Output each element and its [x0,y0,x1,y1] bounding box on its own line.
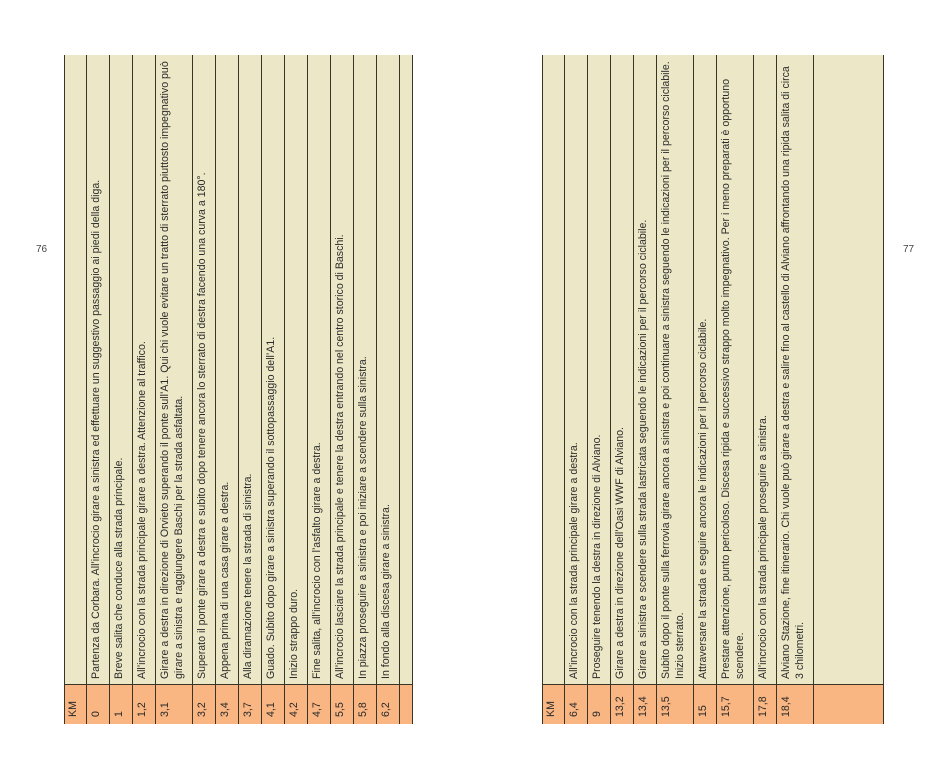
km-value: 13,2 [611,684,633,724]
desc-blank [400,55,412,684]
direction-text: Appena prima di una casa girare a destra. [216,55,238,684]
table-row [192,55,215,724]
direction-text: In piazza proseguire a sinistra e poi iniziare a scendere sulla sinistra. [354,55,376,684]
direction-text: Prestare attenzione, punto pericoloso. Discesa ripida e successivo strappo molto impegnativo. Per i meno preparati è opportuno scendere. [717,55,753,684]
km-value: 15 [694,684,716,724]
header-blank [543,55,564,684]
table-row [330,55,353,724]
table-row [261,55,284,724]
table-row [109,55,132,724]
table-row [307,55,330,724]
direction-text: Alla diramazione tenere la strada di sinistra. [239,55,261,684]
direction-text: Girare a destra in direzione dell’Oasi WWF di Alviano. [611,55,633,684]
km-value: 4,7 [308,684,330,724]
km-value: 4,1 [262,684,284,724]
km-header: KM [543,684,564,724]
km-value: 13,5 [657,684,693,724]
km-value: 0 [87,684,109,724]
km-value: 18,4 [777,684,813,724]
km-value: 1,2 [133,684,155,724]
direction-text: Attraversare la strada e seguire ancora le indicazioni per il percorso ciclabile. [694,55,716,684]
table-row [753,55,776,724]
itinerary-table-left [64,55,412,724]
table-row [693,55,716,724]
table-row [353,55,376,724]
table-header-row [64,55,86,724]
table-row [633,55,656,724]
table-row [215,55,238,724]
direction-text: Guado. Subito dopo girare a sinistra superando il sottopassaggio dell’A1. [262,55,284,684]
km-value: 3,7 [239,684,261,724]
km-value: 17,8 [754,684,776,724]
km-blank [400,684,412,724]
table-row [86,55,109,724]
table-row [656,55,693,724]
table-row [610,55,633,724]
table-row [564,55,587,724]
empty-row [399,55,413,724]
page-number-left: 76 [36,244,48,255]
direction-text: All’incrocio con la strada principale proseguire a sinistra. [754,55,776,684]
km-value: 9 [588,684,610,724]
km-value: 3,2 [193,684,215,724]
table-row [376,55,399,724]
table-row [284,55,307,724]
km-value: 5,5 [331,684,353,724]
km-value: 3,4 [216,684,238,724]
km-value: 6,2 [377,684,399,724]
km-value: 1 [110,684,132,724]
km-value: 15,7 [717,684,753,724]
direction-text: All’incrocio con la strada principale girare a destra. Attenzione al traffico. [133,55,155,684]
direction-text: Superato il ponte girare a destra e subito dopo tenere ancora lo sterrato di destra facendo una curva a 180°. [193,55,215,684]
direction-text: All’incrocio lasciare la strada principale e tenere la destra entrando nel centro storico di Baschi. [331,55,353,684]
table-header-row [542,55,564,724]
direction-text: Proseguire tenendo la destra in direzione di Alviano. [588,55,610,684]
km-value: 3,1 [156,684,192,724]
direction-text: Fine salita, all’incrocio con l’asfalto girare a destra. [308,55,330,684]
direction-text: All’incrocio con la strada principale girare a destra. [565,55,587,684]
km-value: 6,4 [565,684,587,724]
km-value: 4,2 [285,684,307,724]
km-blank [814,684,883,724]
km-value: 5,8 [354,684,376,724]
itinerary-table-right [542,55,890,724]
table-row [238,55,261,724]
direction-text: Inizio strappo duro. [285,55,307,684]
table-row [776,55,813,724]
table-row [155,55,192,724]
table-row [587,55,610,724]
page-number-right: 77 [903,244,915,255]
empty-row [813,55,884,724]
direction-text: Partenza da Corbara. All’incrocio girare a sinistra ed effettuare un suggestivo passaggio ai piedi della diga. [87,55,109,684]
direction-text: Breve salita che conduce alla strada principale. [110,55,132,684]
direction-text: Girare a destra in direzione di Orvieto superando il ponte sull’A1. Qui chi vuole evitare un tratto di sterrato piuttosto impegnativo può girare a sinistra e raggiungere Baschi per la strada asfaltata. [156,55,192,684]
desc-blank [814,55,883,684]
direction-text: Alviano Stazione, fine itinerario. Chi vuole può girare a destra e salire fino al castello di Alviano affrontando una ripida salita di circa 3 chilometri. [777,55,813,684]
direction-text: In fondo alla discesa girare a sinistra. [377,55,399,684]
km-value: 13,4 [634,684,656,724]
table-row [716,55,753,724]
direction-text: Girare a sinistra e scendere sulla strada lastricata seguendo le indicazioni per il percorso ciclabile. [634,55,656,684]
km-header: KM [65,684,86,724]
table-row [132,55,155,724]
direction-text: Subito dopo il ponte sulla ferrovia girare ancora a sinistra e poi continuare a sinistra seguendo le indicazioni per il percorso ciclabile. Inizio sterrato. [657,55,693,684]
header-blank [65,55,86,684]
